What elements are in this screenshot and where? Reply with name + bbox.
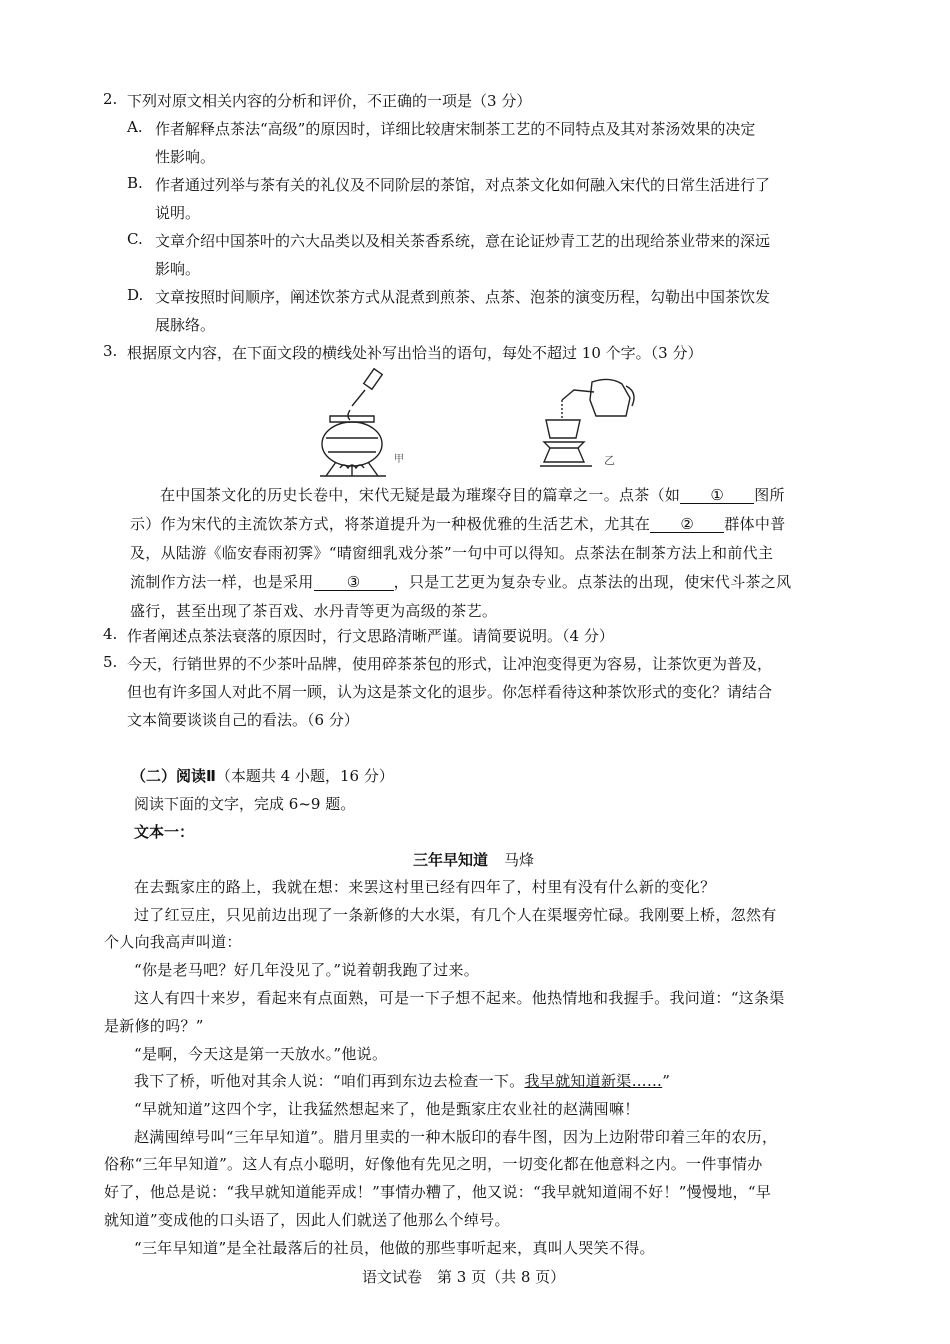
q5-line3: 文本简要谈谈自己的看法。（6 分）	[127, 711, 359, 729]
story-line-8-underlined: 我早就知道新渠……	[524, 1072, 663, 1090]
text-one-label: 文本一：	[134, 823, 195, 841]
story-line-10: 赵满囤绰号叫“三年早知道”。腊月里卖的一种木版印的春牛图，因为上边附带印着三年的农历，	[134, 1128, 778, 1146]
q2-option-b-label: B.	[127, 174, 143, 192]
q2-option-b-line2: 说明。	[155, 204, 201, 222]
q2-option-b-line1: 作者通过列举与茶有关的礼仪及不同阶层的茶馆，对点茶文化如何融入宋代的日常生活进行了	[155, 176, 771, 194]
section2-instruction: 阅读下面的文字，完成 6~9 题。	[134, 795, 356, 813]
story-line-13: 就知道”变成他的口头语了，因此人们就送了他那么个绰号。	[104, 1211, 510, 1229]
q2-option-c-line1: 文章介绍中国茶叶的六大品类以及相关茶香系统，意在论证炒青工艺的出现给茶业带来的深远	[155, 232, 771, 250]
q3-blank-1[interactable]: ①	[680, 487, 754, 504]
story-line-8-end: ”	[662, 1072, 671, 1090]
story-line-8: 我下了桥，听他对其余人说：“咱们再到东边去检查一下。	[134, 1072, 525, 1090]
story-line-14: “三年早知道”是全社最落后的社员，他做的那些事听起来，真叫人哭笑不得。	[134, 1239, 655, 1257]
story-line-11: 俗称“三年早知道”。这人有点小聪明，好像他有先见之明，一切变化都在他意料之内。一件事情办	[104, 1155, 763, 1173]
story-line-3: 个人向我高声叫道：	[104, 933, 242, 951]
section2-heading: （二）阅读Ⅱ	[131, 767, 216, 785]
q3-blank-2[interactable]: ②	[650, 516, 724, 533]
story-line-2: 过了红豆庄，只见前边出现了一条新修的大水渠，有几个人在渠堰旁忙碌。我刚要上桥，忽然有	[134, 906, 777, 924]
section2-heading-note: （本题共 4 小题，16 分）	[215, 767, 394, 785]
story-line-12: 好了，他总是说：“我早就知道能弄成！”事情办糟了，他又说：“我早就知道闹不好！”慢慢地，“早	[104, 1183, 772, 1201]
q2-option-c-line2: 影响。	[155, 260, 201, 278]
story-author: 马烽	[504, 851, 535, 869]
q2-option-a-line2: 性影响。	[155, 148, 216, 166]
q3-paragraph-line4: 流制作方法一样，也是采用	[130, 573, 314, 591]
q2-number: 2.	[103, 90, 118, 108]
tea-ewer-figure-yi	[540, 372, 640, 476]
q5-line1: 今天，行销世界的不少茶叶品牌，使用碎茶茶包的形式，让冲泡变得更为容易，让茶饮更为普及，	[127, 655, 773, 673]
q3-stem: 根据原文内容，在下面文段的横线处补写出恰当的语句，每处不超过 10 个字。（3 分）	[127, 344, 703, 362]
q3-paragraph-line5: 盛行，甚至出现了茶百戏、水丹青等更为高级的茶艺。	[130, 602, 498, 620]
q3-paragraph-line2-end: 群体中普	[724, 515, 786, 533]
story-line-7: “是啊，今天这是第一天放水。”他说。	[134, 1045, 388, 1063]
q2-option-a-label: A.	[127, 118, 143, 136]
q2-option-d-line1: 文章按照时间顺序，阐述饮茶方式从混煮到煎茶、点茶、泡茶的演变历程，勾勒出中国茶饮发	[155, 288, 771, 306]
story-line-9: “早就知道”这四个字，让我猛然想起来了，他是甄家庄农业社的赵满囤嘛！	[134, 1100, 640, 1118]
story-line-1: 在去甄家庄的路上，我就在想：来罢这村里已经有四年了，村里有没有什么新的变化？	[134, 878, 716, 896]
q5-line2: 但也有许多国人对此不屑一顾，认为这是茶文化的退步。你怎样看待这种茶饮形式的变化？请结合	[127, 683, 773, 701]
q3-paragraph-line4-end: ，只是工艺更为复杂专业。点茶法的出现，使宋代斗茶之风	[393, 573, 792, 591]
figure-label-jia: 甲	[394, 454, 404, 465]
q4-text: 作者阐述点茶法衰落的原因时，行文思路清晰严谨。请简要说明。（4 分）	[127, 627, 614, 645]
q2-option-a-line1: 作者解释点茶法“高级”的原因时，详细比较唐宋制茶工艺的不同特点及其对茶汤效果的决定	[155, 120, 756, 138]
q3-paragraph-line2: 示）作为宋代的主流饮茶方式，将茶道提升为一种极优雅的生活艺术，尤其在	[130, 515, 651, 533]
q3-paragraph-line3: 及，从陆游《临安春雨初霁》“晴窗细乳戏分茶”一句中可以得知。点茶法在制茶方法上和前代主	[130, 544, 774, 562]
q3-blank-3[interactable]: ③	[314, 574, 394, 591]
q2-option-d-label: D.	[127, 286, 144, 304]
tea-pot-figure-jia	[310, 366, 420, 478]
q2-option-c-label: C.	[127, 230, 143, 248]
page-footer: 语文试卷 第 3 页（共 8 页）	[362, 1268, 566, 1286]
q3-paragraph-line1: 在中国茶文化的历史长卷中，宋代无疑是最为璀璨夺目的篇章之一。点茶（如	[160, 486, 681, 504]
q3-number: 3.	[103, 342, 118, 360]
story-line-6: 是新修的吗？”	[104, 1017, 204, 1035]
q3-paragraph-line1-end: 图所	[754, 486, 785, 504]
q2-stem: 下列对原文相关内容的分析和评价，不正确的一项是（3 分）	[127, 92, 532, 110]
story-line-4: “你是老马吧？好几年没见了。”说着朝我跑了过来。	[134, 961, 480, 979]
q5-number: 5.	[103, 653, 118, 671]
q4-number: 4.	[103, 625, 118, 643]
q2-option-d-line2: 展脉络。	[155, 316, 216, 334]
story-line-5: 这人有四十来岁，看起来有点面熟，可是一下子想不起来。他热情地和我握手。我问道：“这条渠	[134, 989, 785, 1007]
story-title: 三年早知道	[413, 851, 489, 869]
figure-label-yi: 乙	[604, 454, 615, 467]
